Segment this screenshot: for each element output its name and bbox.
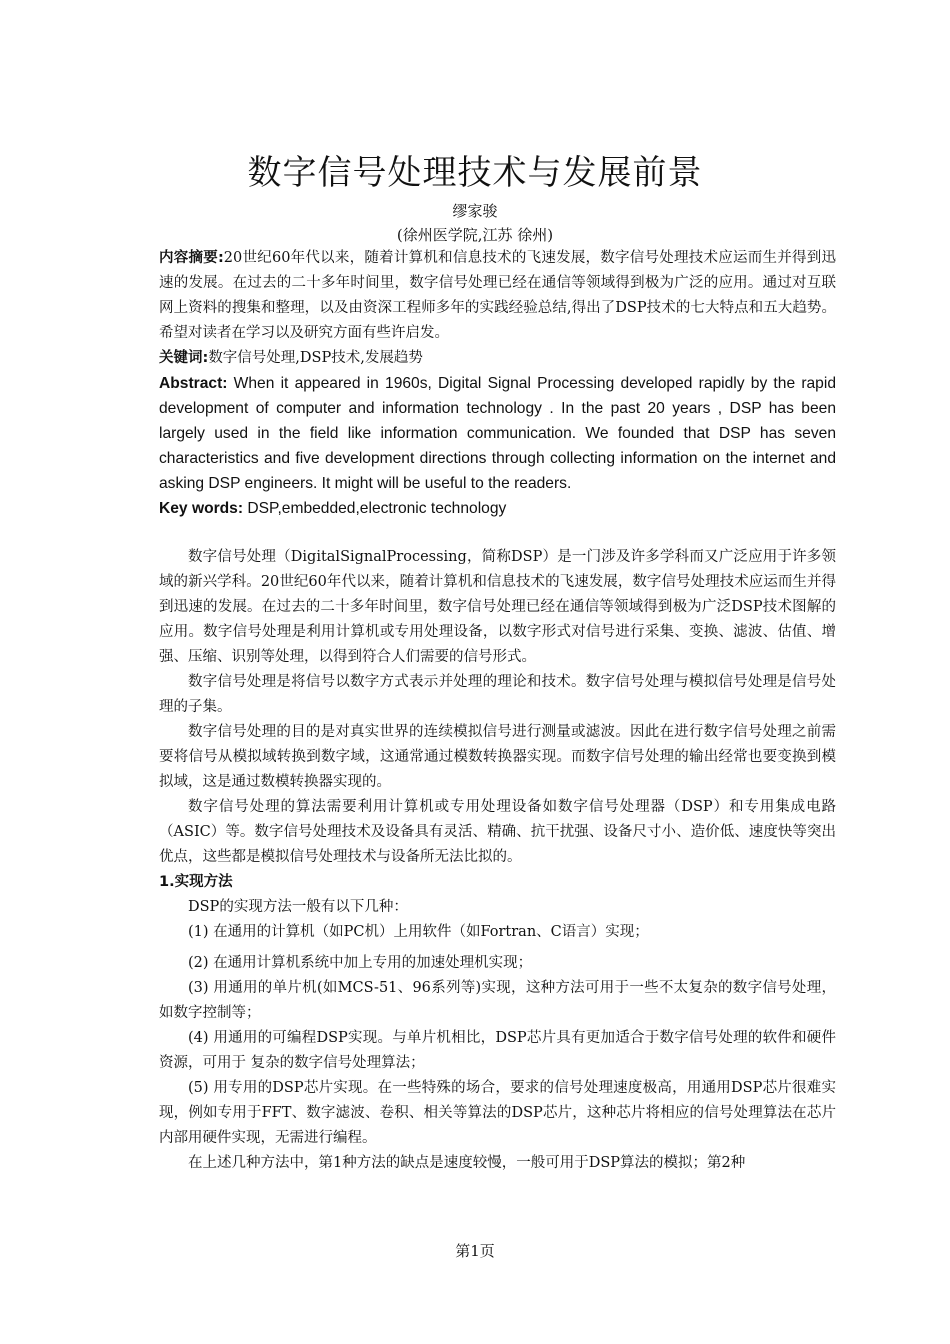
page-number: 第1页 bbox=[455, 1242, 495, 1260]
abstract-english-text: When it appeared in 1960s, Digital Signal Processing developed rapidly by the rapid development of computer and information technology . In the past 20 years , DSP has been largely used in the field like information communication. We founded that DSP has seven characteristics and five development directions through collecting information on the internet and asking DSP engineers. It might will be useful to the readers. bbox=[159, 375, 836, 492]
abstract-chinese-text: 20世纪60年代以来，随着计算机和信息技术的飞速发展，数字信号处理技术应运而生并得到迅速的发展。在过去的二十多年时间里，数字信号处理已经在通信等领域得到极为广泛的应用。通过对互联网上资料的搜集和整理，以及由资深工程师多年的实践经验总结,得出了DSP技术的七大特点和五大趋势。希望对读者在学习以及研究方面有些许启发。 bbox=[159, 250, 836, 341]
paper-title: 数字信号处理技术与发展前景 bbox=[247, 153, 703, 193]
body-text bbox=[159, 545, 836, 1176]
abstract-chinese-label: 内容摘要: bbox=[159, 250, 224, 266]
body-paragraph-1: 数字信号处理（DigitalSignalProcessing，简称DSP）是一门涉及许多学科而又广泛应用于许多领域的新兴学科。20世纪60年代以来，随着计算机和信息技术的飞速发展，数字信号处理技术应运而生并得到迅速的发展。在过去的二十多年时间里，数字信号处理已经在通信等领域得到极为广泛DSP技术图解的应用。数字信号处理是利用计算机或专用处理设备，以数字形式对信号进行采集、变换、滤波、估值、增强、压缩、识别等处理，以得到符合人们需要的信号形式。 bbox=[159, 549, 836, 665]
section-heading-1: 1.实现方法 bbox=[159, 874, 233, 890]
abstract-english-label: Abstract: bbox=[159, 375, 228, 392]
list-item-1: (1) 在通用的计算机（如PC机）上用软件（如Fortran、C语言）实现； bbox=[188, 924, 649, 940]
abstract-english bbox=[159, 371, 836, 496]
body-paragraph-2: 数字信号处理是将信号以数字方式表示并处理的理论和技术。数字信号处理与模拟信号处理是信号处理的子集。 bbox=[159, 674, 836, 715]
body-paragraph-3: 数字信号处理的目的是对真实世界的连续模拟信号进行测量或滤波。因此在进行数字信号处理之前需要将信号从模拟域转换到数字域，这通常通过模数转换器实现。而数字信号处理的输出经常也要变换到模拟域，这是通过数模转换器实现的。 bbox=[159, 724, 836, 790]
keywords-chinese-label: 关键词: bbox=[159, 350, 209, 366]
keywords-english-label: Key words: bbox=[159, 500, 244, 517]
body-paragraph-5: DSP的实现方法一般有以下几种： bbox=[188, 899, 408, 915]
keywords-chinese bbox=[159, 346, 836, 371]
list-item-5: (5) 用专用的DSP芯片实现。在一些特殊的场合，要求的信号处理速度极高，用通用DSP芯片很难实现，例如专用于FFT、数字滤波、卷积、相关等算法的DSP芯片，这种芯片将相应的信号处理算法在芯片内部用硬件实现，无需进行编程。 bbox=[159, 1080, 836, 1146]
author-affiliation: (徐州医学院,江苏 徐州) bbox=[396, 226, 554, 244]
author-name: 缪家骏 bbox=[452, 202, 498, 220]
keywords-english bbox=[159, 496, 836, 521]
abstract-chinese bbox=[159, 246, 836, 346]
body-paragraph-6: 在上述几种方法中，第1种方法的缺点是速度较慢，一般可用于DSP算法的模拟；第2种 bbox=[188, 1155, 746, 1171]
list-item-3: (3) 用通用的单片机(如MCS-51、96系列等)实现，这种方法可用于一些不太复杂的数字信号处理，如数字控制等； bbox=[159, 980, 836, 1021]
keywords-chinese-text: 数字信号处理,DSP技术,发展趋势 bbox=[208, 350, 423, 366]
list-item-2: (2) 在通用计算机系统中加上专用的加速处理机实现； bbox=[188, 955, 533, 971]
keywords-english-text: DSP,embedded,electronic technology bbox=[243, 500, 507, 517]
list-item-4: (4) 用通用的可编程DSP实现。与单片机相比，DSP芯片具有更加适合于数字信号处理的软件和硬件资源，可用于 复杂的数字信号处理算法； bbox=[159, 1030, 836, 1071]
body-paragraph-4: 数字信号处理的算法需要利用计算机或专用处理设备如数字信号处理器（DSP）和专用集成电路（ASIC）等。数字信号处理技术及设备具有灵活、精确、抗干扰强、设备尺寸小、造价低、速度快等突出优点，这些都是模拟信号处理技术与设备所无法比拟的。 bbox=[159, 799, 836, 865]
